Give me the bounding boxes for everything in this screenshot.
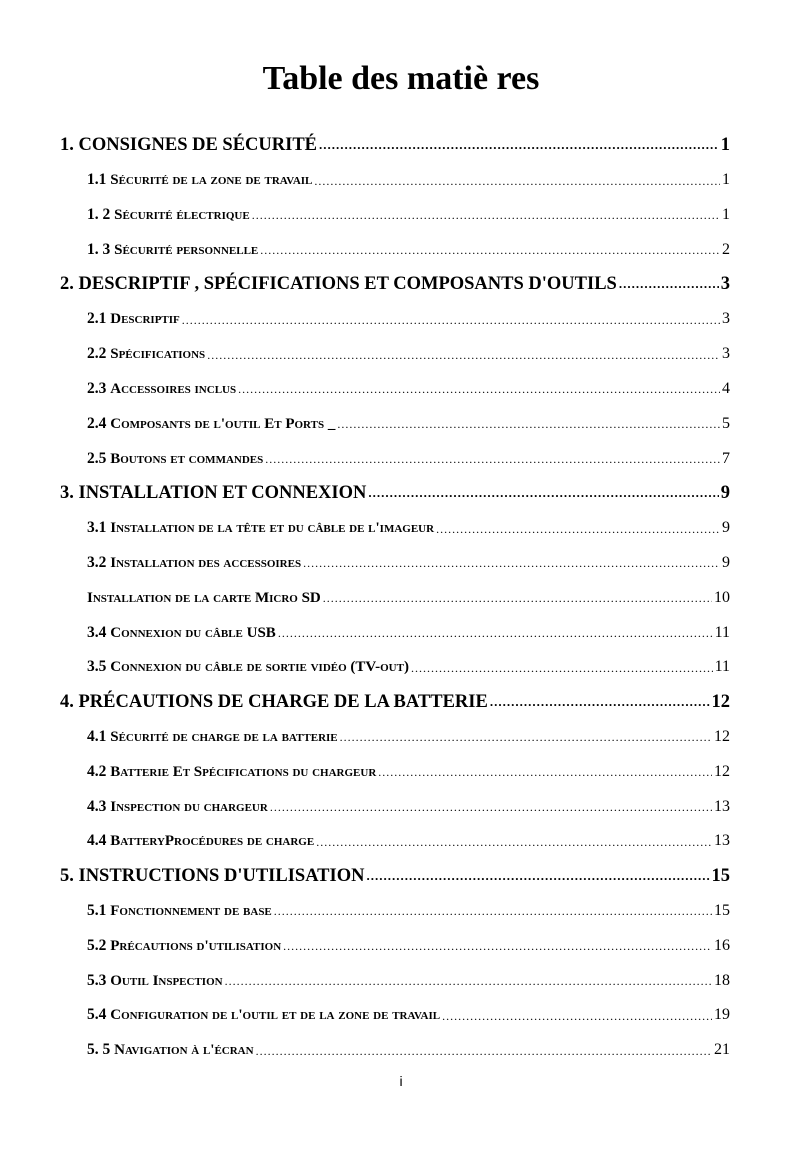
toc-section-entry[interactable] [60,720,730,755]
toc-entry-title: Batterie Et Spécifications du chargeur [110,763,377,780]
toc-entry-number: 2.3 [87,379,111,397]
toc-entry-page: 4 [722,379,730,397]
toc-entry-label [87,728,338,746]
toc-entry-number: 3.5 [87,658,111,676]
toc-entry-title: Sécurité de charge de la batterie [110,728,338,745]
toc-section-entry[interactable] [60,441,730,476]
dot-leader [319,137,719,163]
toc-entry-page: 12 [714,727,730,745]
toc-entry-number: 5.4 [87,1006,111,1024]
toc-entry-number: 2.2 [87,345,111,363]
toc-section-entry[interactable] [60,372,730,407]
toc-entry-label [87,415,335,433]
toc-section-entry[interactable] [60,650,730,685]
toc-entry-label [60,274,617,295]
dot-leader [337,417,720,441]
toc-entry-label [87,763,376,781]
toc-entry-label [87,241,258,259]
toc-entry-page: 7 [722,449,730,467]
toc-entry-number: 5.2 [87,936,111,954]
dot-leader [256,1044,712,1068]
toc-entry-page: 13 [714,832,730,850]
toc-section-entry[interactable] [60,580,730,615]
toc-entry-number: 1.1 [87,171,111,189]
toc-entry-number: 1. [60,134,79,155]
toc-chapter-entry[interactable] [60,859,730,894]
toc-chapter-entry[interactable] [60,128,730,163]
toc-entry-number: 2.4 [87,414,111,432]
toc-chapter-entry[interactable] [60,685,730,720]
toc-section-entry[interactable] [60,1033,730,1068]
toc-entry-number: 3. [60,482,79,503]
toc-entry-title: Installation des accessoires [110,554,302,571]
toc-entry-number: 2.5 [87,449,111,467]
toc-chapter-entry[interactable] [60,476,730,511]
toc-entry-label [87,937,281,955]
toc-entry-title: Inspection du chargeur [110,798,268,815]
toc-entry-label [87,345,205,363]
toc-section-entry[interactable] [60,998,730,1033]
dot-leader [378,765,712,789]
toc-section-entry[interactable] [60,302,730,337]
toc-section-entry[interactable] [60,198,730,233]
toc-section-entry[interactable] [60,163,730,198]
dot-leader [490,694,710,720]
toc-entry-label [87,450,263,468]
dot-leader [238,382,720,406]
toc-entry-page: 15 [714,901,730,919]
toc-entry-title: Sécurité électrique [114,206,250,223]
toc-section-entry[interactable] [60,546,730,581]
toc-entry-page: 5 [722,414,730,432]
dot-leader [225,974,712,998]
toc-entry-title: Outil Inspection [110,972,223,989]
dot-leader [260,243,720,267]
toc-entry-label [60,483,366,504]
toc-entry-title: Spécifications [110,346,206,363]
toc-entry-page: 3 [722,345,730,363]
toc-entry-title: Navigation à l'écran [114,1042,254,1059]
toc-section-entry[interactable] [60,615,730,650]
toc-entry-title: Connexion du câble USB [110,624,276,641]
dot-leader [340,730,712,754]
dot-leader [436,522,720,546]
toc-entry-label [87,902,272,920]
toc-entry-title: CONSIGNES DE SÉCURITÉ [78,134,318,155]
toc-entry-number: 3.4 [87,623,111,641]
toc-entry-label [87,380,236,398]
table-of-contents [60,128,730,1068]
toc-section-entry[interactable] [60,963,730,998]
toc-entry-page: 9 [722,519,730,537]
toc-entry-page: 12 [714,762,730,780]
toc-entry-label [87,206,250,224]
toc-entry-label [87,624,276,642]
toc-entry-page: 16 [714,936,730,954]
dot-leader [252,208,720,232]
toc-entry-page: 3 [722,310,730,328]
dot-leader [207,348,720,372]
toc-entry-page: 19 [714,1006,730,1024]
toc-entry-title: Composants de l'outil Et Ports _ [110,415,336,432]
toc-entry-page: 3 [720,274,730,295]
toc-entry-number: 4.3 [87,797,111,815]
toc-section-entry[interactable] [60,511,730,546]
toc-entry-title: Sécurité de la zone de travail [110,172,313,189]
toc-entry-number: 1. 2 [87,205,115,223]
dot-leader [316,835,712,859]
dot-leader [278,626,713,650]
toc-entry-page: 1 [720,134,730,155]
toc-entry-title: Installation de la tête et du câble de l'imageur [110,520,435,537]
toc-entry-label [87,798,268,816]
toc-entry-number: 4.4 [87,832,111,850]
toc-entry-number: 5.3 [87,971,111,989]
toc-entry-number: 3.2 [87,553,111,571]
toc-entry-number: 5. [60,865,79,886]
toc-entry-page: 12 [711,691,730,712]
toc-entry-label [87,832,314,850]
toc-section-entry[interactable] [60,824,730,859]
dot-leader [368,485,718,511]
toc-entry-label [60,692,488,713]
toc-entry-label [87,554,301,572]
toc-section-entry[interactable] [60,337,730,372]
dot-leader [270,800,712,824]
page-title: Table des matiè res [262,60,540,97]
toc-entry-title: Configuration de l'outil et de la zone de travail [110,1007,441,1024]
dot-leader [619,276,719,302]
toc-entry-number: 2. [60,274,79,295]
toc-entry-title: Précautions d'utilisation [110,937,282,954]
dot-leader [411,661,713,685]
dot-leader [366,868,709,894]
toc-entry-page: 11 [714,658,730,676]
toc-entry-label [87,310,180,328]
toc-entry-label [87,519,434,537]
dot-leader [283,939,712,963]
toc-entry-number: 4. [60,691,79,712]
toc-chapter-entry[interactable] [60,267,730,302]
toc-entry-title: Boutons et commandes [110,450,264,467]
toc-entry-page: 18 [714,971,730,989]
toc-section-entry[interactable] [60,928,730,963]
toc-entry-title: Descriptif [110,311,180,328]
toc-entry-number: 1. 3 [87,240,115,258]
toc-section-entry[interactable] [60,789,730,824]
toc-entry-page: 11 [714,623,730,641]
dot-leader [265,452,720,476]
toc-entry-title: INSTRUCTIONS D'UTILISATION [78,865,365,886]
toc-section-entry[interactable] [60,232,730,267]
dot-leader [314,174,720,198]
toc-entry-label [87,171,312,189]
toc-entry-title: Installation de la carte Micro SD [87,589,321,606]
toc-entry-page: 10 [714,588,730,606]
toc-entry-label [87,1041,254,1059]
toc-section-entry[interactable] [60,406,730,441]
toc-entry-title: DESCRIPTIF , SPÉCIFICATIONS ET COMPOSANTS D'OUTILS [78,274,617,295]
toc-entry-title: Sécurité personnelle [114,241,259,258]
toc-entry-title: Fonctionnement de base [110,902,272,919]
toc-entry-page: 13 [714,797,730,815]
toc-section-entry[interactable] [60,754,730,789]
dot-leader [274,904,712,928]
toc-entry-number: 2.1 [87,310,111,328]
toc-entry-label [87,1006,440,1024]
toc-entry-number: 5.1 [87,901,111,919]
dot-leader [182,313,720,337]
toc-entry-page: 15 [711,865,730,886]
dot-leader [323,591,712,615]
dot-leader [303,556,720,580]
toc-entry-page: 2 [722,240,730,258]
toc-entry-label [87,589,321,607]
toc-entry-label [60,866,364,887]
toc-entry-number: 4.2 [87,762,111,780]
toc-entry-page: 1 [722,171,730,189]
toc-entry-number: 3.1 [87,519,111,537]
toc-entry-title: INSTALLATION ET CONNEXION [78,482,367,503]
toc-entry-label [87,972,223,990]
toc-entry-label [60,135,317,156]
toc-entry-title: PRÉCAUTIONS DE CHARGE DE LA BATTERIE [78,691,488,712]
toc-entry-label [87,658,409,676]
toc-entry-page: 21 [714,1041,730,1059]
toc-entry-page: 9 [722,553,730,571]
toc-entry-number: 4.1 [87,727,111,745]
toc-section-entry[interactable] [60,894,730,929]
toc-entry-title: Connexion du câble de sortie vidéo (TV-out) [110,659,409,676]
dot-leader [442,1009,712,1033]
page-number: i [399,1073,403,1089]
toc-entry-page: 1 [722,205,730,223]
toc-entry-title: BatteryProcédures de charge [110,833,315,850]
toc-entry-title: Accessoires inclus [110,380,237,397]
toc-entry-number: 5. 5 [87,1041,115,1059]
toc-entry-page: 9 [720,482,730,503]
